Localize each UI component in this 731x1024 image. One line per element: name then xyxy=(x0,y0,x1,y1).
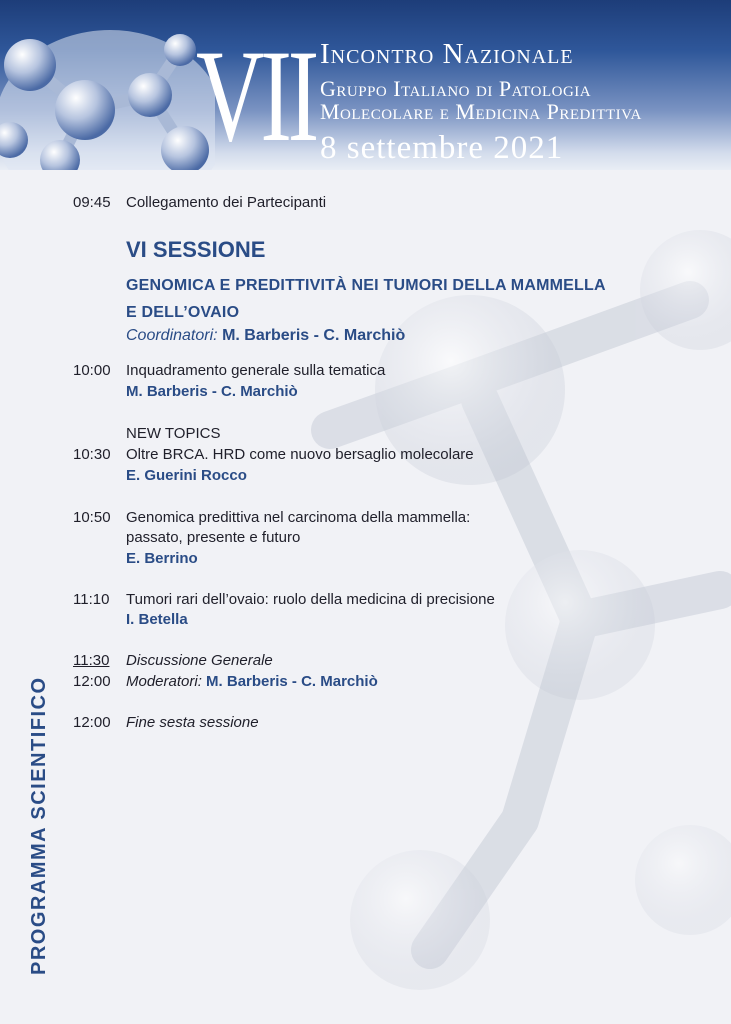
talk-title: Tumori rari dell’ovaio: ruolo della medicina di precisione xyxy=(126,591,495,608)
event-title: Incontro Nazionale xyxy=(320,38,574,70)
discussion-time: 11:30 xyxy=(73,652,110,669)
closing-title: Fine sesta sessione xyxy=(126,714,259,731)
moderators-names: M. Barberis - C. Marchiò xyxy=(206,673,378,690)
talk-title: Inquadramento generale sulla tematica xyxy=(126,362,386,379)
talk-time: 10:50 xyxy=(73,509,111,526)
talk-time: 10:00 xyxy=(73,362,111,379)
molecule-header-image xyxy=(0,0,215,170)
header-banner xyxy=(0,0,731,170)
talk-time: 10:30 xyxy=(73,446,111,463)
closing-time: 12:00 xyxy=(73,714,111,731)
side-label: PROGRAMMA SCIENTIFICO xyxy=(28,676,50,975)
talk-title-line-2: passato, presente e futuro xyxy=(126,529,301,546)
moderators-time: 12:00 xyxy=(73,673,111,690)
edition-roman-numeral: VII xyxy=(196,22,315,169)
talk-time: 11:10 xyxy=(73,591,110,608)
organizer-line-2: Molecolare e Medicina Predittiva xyxy=(320,99,642,124)
event-date: 8 settembre 2021 xyxy=(320,130,564,166)
coordinators xyxy=(126,327,405,345)
coordinators-names: M. Barberis - C. Marchiò xyxy=(222,327,406,344)
session-title: VI SESSIONE xyxy=(126,237,266,262)
moderators xyxy=(126,671,378,692)
new-topics-label: NEW TOPICS xyxy=(126,425,221,442)
talk-title: Genomica predittiva nel carcinoma della mammella: xyxy=(126,509,471,526)
talk-speaker: I. Betella xyxy=(126,611,188,628)
coordinators-label: Coordinatori: xyxy=(126,327,218,344)
talk-speaker: M. Barberis - C. Marchiò xyxy=(126,383,298,400)
talk-title: Oltre BRCA. HRD come nuovo bersaglio molecolare xyxy=(126,446,474,463)
moderators-label: Moderatori: xyxy=(126,673,202,690)
talk-speaker: E. Berrino xyxy=(126,550,198,567)
session-subtitle-line-2: E DELL’OVAIO xyxy=(126,304,240,321)
talk-speaker: E. Guerini Rocco xyxy=(126,467,247,484)
organizer-line-1: Gruppo Italiano di Patologia xyxy=(320,76,592,101)
opening-time: 09:45 xyxy=(73,194,111,211)
opening-title: Collegamento dei Partecipanti xyxy=(126,194,327,211)
session-subtitle-line-1: GENOMICA E PREDITTIVITÀ NEI TUMORI DELLA MAMMELLA xyxy=(126,277,606,294)
discussion-title: Discussione Generale xyxy=(126,652,273,669)
